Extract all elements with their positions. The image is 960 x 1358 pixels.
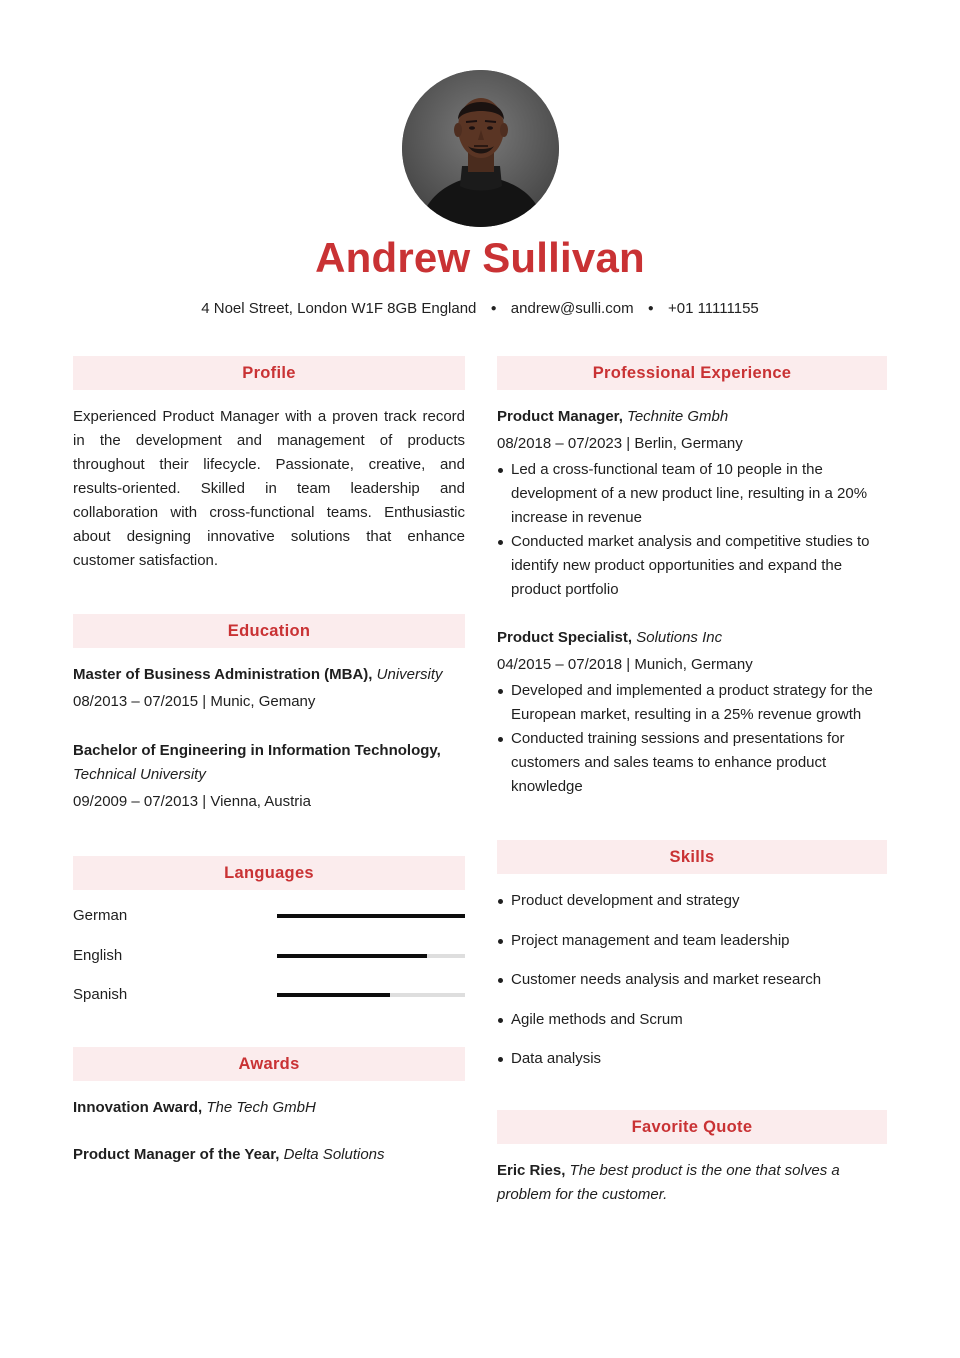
award-entry [73,1143,465,1167]
award-title: Product Manager of the Year, [73,1146,280,1163]
skill-item: Project management and team leadership [497,930,887,952]
award-org: The Tech GmbH [206,1099,316,1116]
phone-text: +01 11111155 [667,300,759,317]
quote-text: The best product is the one that solves a problem for the customer. [497,1162,840,1203]
language-name: English [73,947,123,964]
job-meta: 04/2015 – 07/2018 | Munich, Germany [497,656,753,673]
language-row [73,985,465,1005]
language-row [73,946,465,966]
school-name: Technical University [73,766,206,783]
language-level-bar [277,914,465,918]
skills-heading: Skills [497,840,887,874]
school-name: University [376,666,443,683]
skill-item: Product development and strategy [497,890,887,912]
award-entry [73,1096,465,1120]
experience-entry [497,626,887,799]
contact-line [0,300,960,317]
job-title: Product Specialist, [497,629,633,646]
degree-title: Bachelor of Engineering in Information Technology, [73,742,441,759]
experience-heading: Professional Experience [497,356,887,390]
language-level-bar [277,954,465,958]
email-text: andrew@sulli.com [510,300,634,317]
job-bullet: Developed and implemented a product strategy for the European market, resulting in a 25% revenue growth [497,679,887,727]
language-name: Spanish [73,986,128,1003]
job-title: Product Manager, [497,408,623,425]
profile-photo [402,70,559,227]
profile-text: Experienced Product Manager with a proven track record in the development and management of products throughout their lifecycle. Passionate, creative, and results-oriented. Skilled in team leadership and collaboration with cross-functional teams. Enthusiastic about designing innovative solutions that enhance customer satisfaction. [73,408,465,569]
job-bullet: Led a cross-functional team of 10 people in the development of a new product line, resulting in a 20% increase in revenue [497,458,887,530]
skill-item: Customer needs analysis and market research [497,969,887,991]
favorite-quote [497,1159,887,1207]
degree-title: Master of Business Administration (MBA), [73,666,373,683]
separator-dot: ● [647,303,654,314]
job-bullets [497,679,887,799]
education-heading: Education [73,614,465,648]
experience-entry [497,405,887,602]
skill-item: Data analysis [497,1048,887,1070]
job-bullet: Conducted training sessions and presentations for customers and sales teams to enhance product knowledge [497,727,887,799]
quote-heading: Favorite Quote [497,1110,887,1144]
language-level-bar [277,993,465,997]
separator-dot: ● [490,303,497,314]
education-meta: 09/2009 – 07/2013 | Vienna, Austria [73,793,311,810]
education-entry [73,663,465,714]
quote-author: Eric Ries, [497,1162,566,1179]
award-org: Delta Solutions [283,1146,385,1163]
language-level-fill [277,993,390,997]
job-meta: 08/2018 – 07/2023 | Berlin, Germany [497,435,743,452]
language-level-fill [277,914,465,918]
languages-heading: Languages [73,856,465,890]
awards-heading: Awards [73,1047,465,1081]
language-name: German [73,907,128,924]
education-meta: 08/2013 – 07/2015 | Munic, Gemany [73,693,316,710]
address-text: 4 Noel Street, London W1F 8GB England [201,300,477,317]
language-level-fill [277,954,427,958]
company-name: Technite Gmbh [627,408,729,425]
job-bullets [497,458,887,602]
language-row [73,906,465,926]
candidate-name: Andrew Sullivan [315,234,645,281]
award-title: Innovation Award, [73,1099,203,1116]
profile-heading: Profile [73,356,465,390]
company-name: Solutions Inc [636,629,723,646]
job-bullet: Conducted market analysis and competitive studies to identify new product opportunities and expand the product portfolio [497,530,887,602]
skill-item: Agile methods and Scrum [497,1009,887,1031]
portrait-image [402,70,559,227]
education-entry [73,739,465,814]
